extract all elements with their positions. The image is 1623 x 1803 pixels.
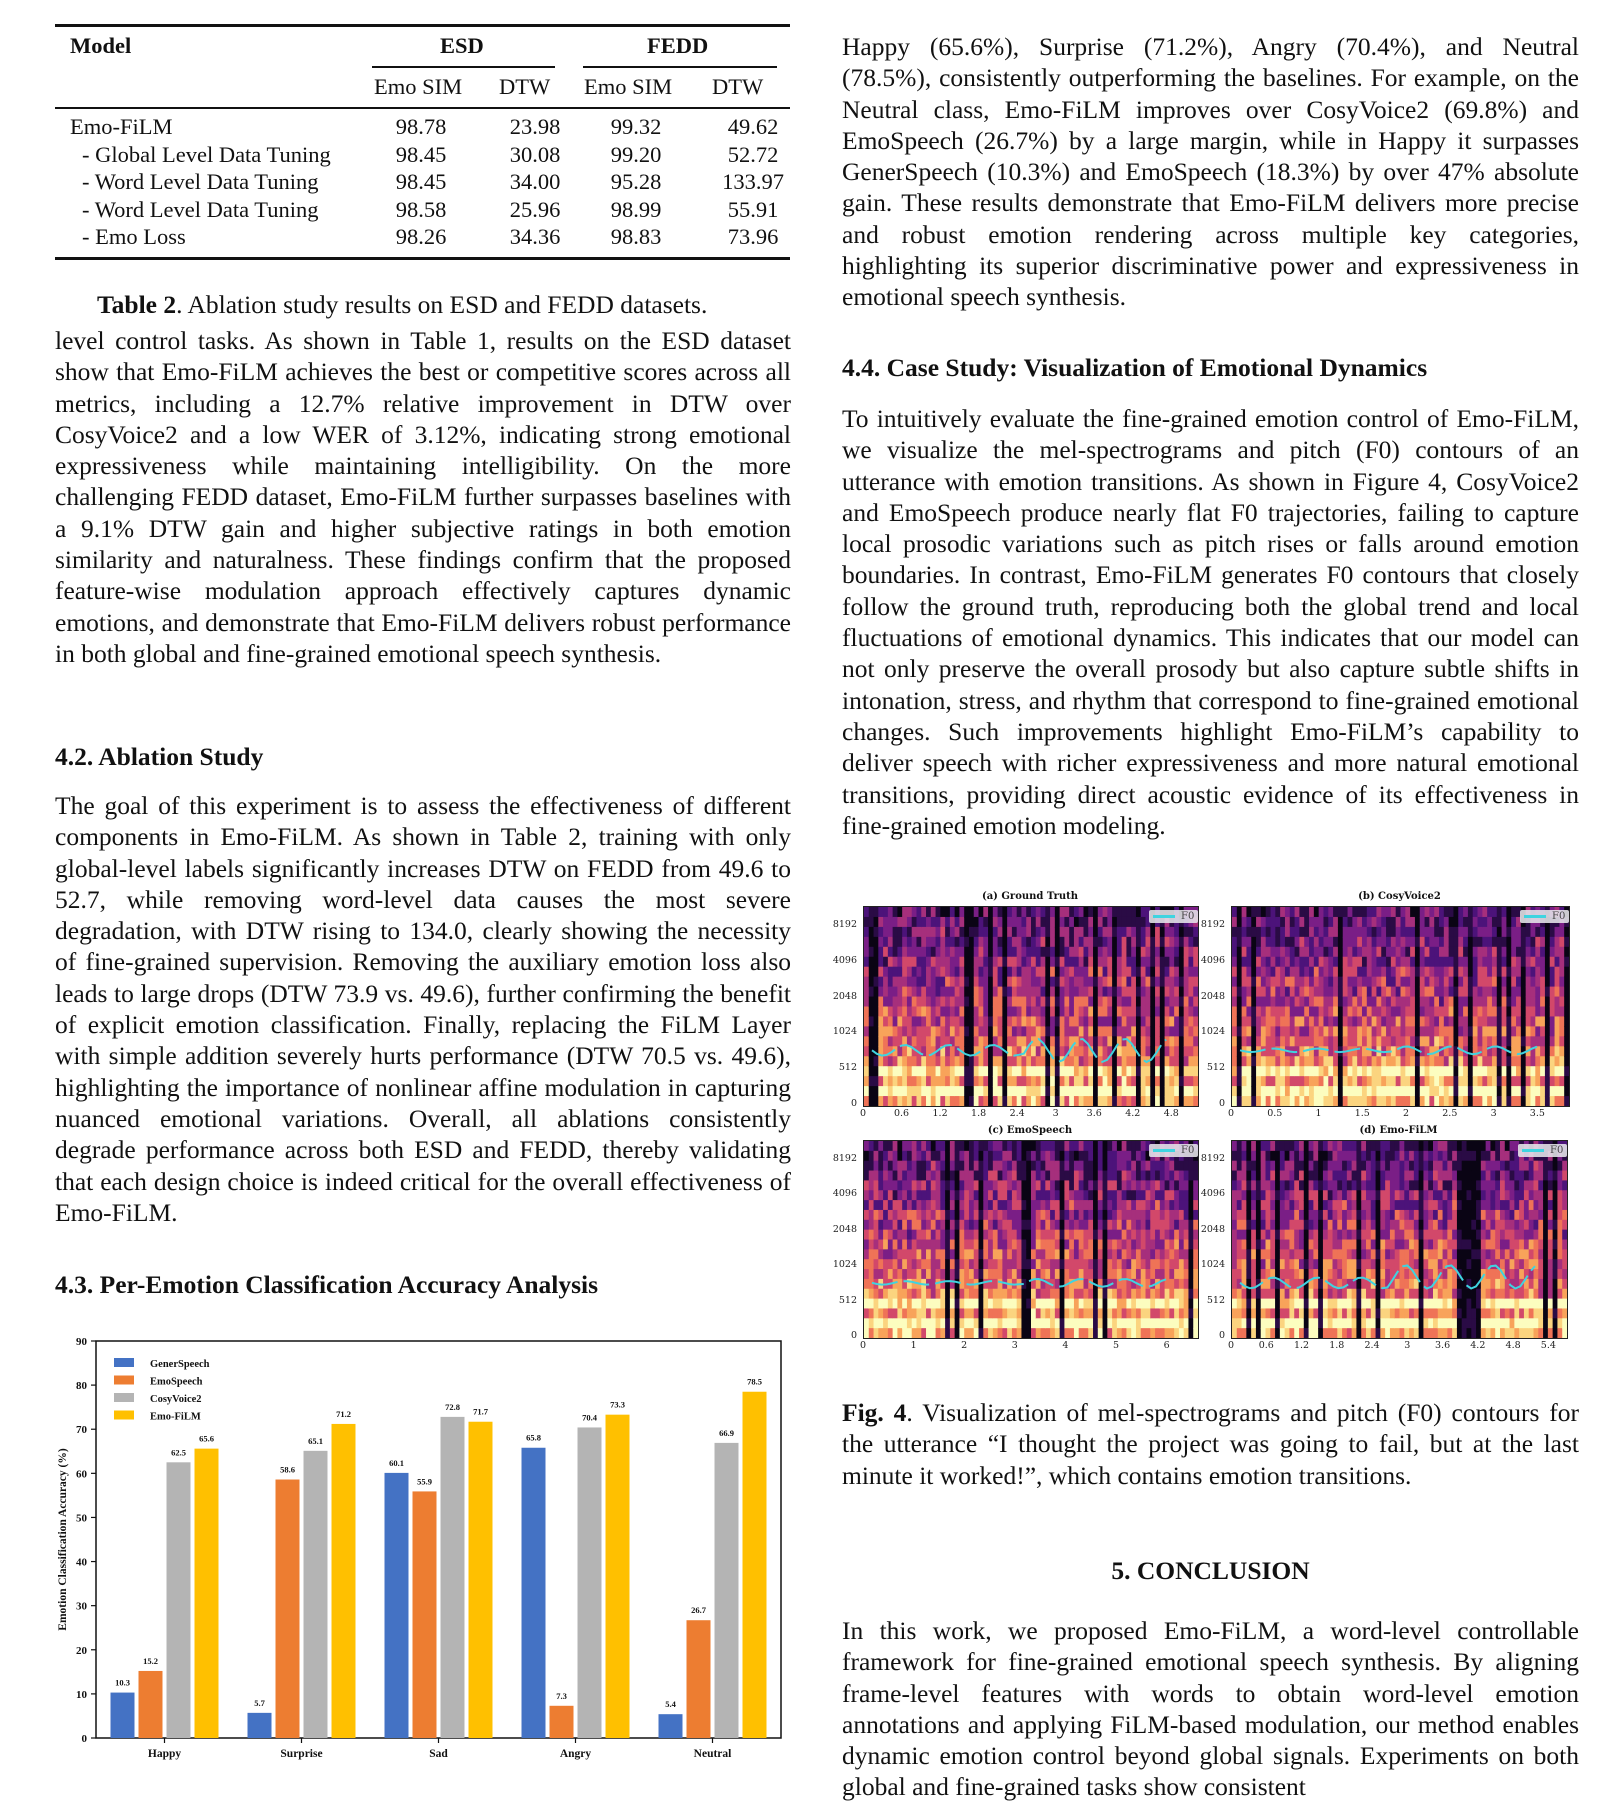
bar-emo-film-happy [195, 1449, 219, 1738]
table-cell: 98.58 [371, 197, 471, 223]
f0-legend [1518, 1144, 1567, 1157]
bar-value-label: 65.6 [199, 1434, 214, 1444]
spectrogram-x-tick: 2 [949, 1340, 979, 1351]
spectrogram-x-tick: 2 [1391, 1108, 1421, 1119]
case-study-paragraph: To intuitively evaluate the fine-grained emotion control of Emo-FiLM, we visualize the mel-spectrograms and pitch (F0) contours of an utterance with emotion transitions. As shown in Figure 4, CosyVoice2 and EmoSpeech produce nearly flat F0 trajectories, failing to capture local prosodic variations such as pitch rises or falls around emotion boundaries. In contrast, Emo-FiLM generates F0 contours that closely follow the ground truth, reproducing both the global trend and local fluctuations of emotional dynamics. This indicates that our model can not only preserve the overall prosody but also capture subtle shifts in intonation, stress, and rhythm that correspond to fine-grained emotional changes. Such improvements highlight Emo-FiLM’s capability to deliver speech with richer expressiveness and more natural emotional transitions, providing direct acoustic evidence of its effectiveness in fine-grained emotion modeling. [842, 403, 1579, 841]
spectrogram-y-tick: 512 [1195, 1295, 1225, 1306]
bar-emospeech-happy [139, 1671, 163, 1738]
spectrogram-title: (a) Ground Truth [863, 891, 1197, 902]
spectrogram-x-tick: 1 [899, 1340, 929, 1351]
ablation-paragraph: The goal of this experiment is to assess the effectiveness of different components in Emo-FiLM. As shown in Table 2, training with only global-level labels significantly increases DTW on FEDD from 49.6 to 52.7, while removing word-level data causes the most severe degradation, with DTW rising to 134.0, clearly showing the necessity of fine-grained supervision. Removing the auxiliary emotion loss also leads to large drops (DTW 73.9 vs. 49.6), further confirming the benefit of explicit emotion classification. Finally, replacing the FiLM Layer with simple addition severely hurts performance (DTW 70.5 vs. 49.6), highlighting the importance of nonlinear affine modulation in capturing nuanced emotional variations. Overall, all ablations consistently degrade performance across both ESD and FEDD, thereby validating that each design choice is indeed critical for the overall effectiveness of Emo-FiLM. [55, 790, 791, 1228]
spectrogram-x-tick: 0 [1216, 1108, 1246, 1119]
spectrogram-x-tick: 4.8 [1498, 1340, 1528, 1351]
table-cell: 98.45 [371, 169, 471, 195]
emotion-accuracy-bar-chart [0, 1300, 800, 1794]
figure-4-label: Fig. 4 [842, 1398, 906, 1427]
table-cell: 34.00 [485, 169, 585, 195]
section-heading-4-3: 4.3. Per-Emotion Classification Accuracy Analysis [55, 1270, 598, 1300]
bar-value-label: 72.8 [445, 1402, 460, 1412]
spectrogram-y-tick: 0 [827, 1330, 857, 1341]
table-cell: 98.83 [586, 224, 686, 250]
table-cell: 99.20 [586, 142, 686, 168]
f0-legend [1149, 910, 1198, 923]
f0-legend-swatch [1524, 915, 1546, 918]
spectrogram-panel [863, 906, 1199, 1107]
bar-cosyvoice2-angry [578, 1427, 602, 1738]
table-cell: 34.36 [485, 224, 585, 250]
table-row-model: - Emo Loss [82, 224, 186, 250]
bar-value-label: 73.3 [610, 1400, 625, 1410]
table-subheader: DTW [499, 74, 550, 100]
table-caption-text: . Ablation study results on ESD and FEDD datasets. [176, 290, 707, 319]
table-caption-label: Table 2 [97, 290, 176, 319]
bar-value-label: 62.5 [171, 1447, 186, 1457]
table-subheader: Emo SIM [374, 74, 462, 100]
bar-value-label: 78.5 [747, 1377, 762, 1387]
y-tick-label: 80 [76, 1380, 88, 1392]
bar-generspeech-surprise [248, 1713, 272, 1738]
spectrogram-x-tick: 3.6 [1428, 1340, 1458, 1351]
spectrogram-x-tick: 4.8 [1156, 1108, 1186, 1119]
spectrogram-x-tick: 3 [1000, 1340, 1030, 1351]
spectrogram-y-tick: 512 [827, 1295, 857, 1306]
table-header-esd: ESD [440, 33, 484, 59]
spectrogram-y-tick: 512 [827, 1062, 857, 1073]
table-cell: 49.62 [703, 114, 803, 140]
y-tick-label: 50 [76, 1512, 88, 1524]
f0-legend-swatch [1153, 1149, 1175, 1152]
bar-value-label: 5.7 [254, 1698, 265, 1708]
conclusion-paragraph: In this work, we proposed Emo-FiLM, a word-level controllable framework for fine-grained emotional speech synthesis. By aligning frame-level features with words to obtain word-level emotion annotations and applying FiLM-based modulation, our method enables dynamic emotion control beyond global signals. Experiments on both global and fine-grained tasks show consistent [842, 1615, 1579, 1803]
x-tick-label: Happy [148, 1748, 181, 1760]
f0-legend-label: F0 [1181, 911, 1194, 922]
spectrogram-x-tick: 0.6 [887, 1108, 917, 1119]
table-subheader: Emo SIM [584, 74, 672, 100]
bar-value-label: 55.9 [417, 1476, 432, 1486]
spectrogram-x-tick: 4.2 [1118, 1108, 1148, 1119]
spectrogram-y-tick: 4096 [827, 1188, 857, 1199]
table-cell: 95.28 [586, 169, 686, 195]
spectrogram-x-tick: 0 [1216, 1340, 1246, 1351]
spectrogram-x-tick: 3 [1479, 1108, 1509, 1119]
spectrogram-y-tick: 0 [1195, 1098, 1225, 1109]
bar-generspeech-neutral [659, 1714, 683, 1738]
y-axis-label: Emotion Classification Accuracy (%) [57, 1448, 69, 1631]
table-top-rule [55, 24, 790, 27]
bar-generspeech-angry [522, 1448, 546, 1738]
table-cell: 98.26 [371, 224, 471, 250]
spectrogram-panel [1231, 1140, 1568, 1339]
spectrogram-x-tick: 5.4 [1533, 1340, 1563, 1351]
section-heading-5: 5. CONCLUSION [842, 1556, 1579, 1586]
bar-value-label: 60.1 [389, 1458, 404, 1468]
section-heading-4-2: 4.2. Ablation Study [55, 742, 263, 772]
spectrogram-x-tick: 0 [848, 1108, 878, 1119]
bar-value-label: 71.7 [473, 1407, 489, 1417]
per-emotion-paragraph: Happy (65.6%), Surprise (71.2%), Angry (70.4%), and Neutral (78.5%), consistently outperforming the baselines. For example, on the Neutral class, Emo-FiLM improves over CosyVoice2 (69.8%) and EmoSpeech (26.7%) by a large margin, while in Happy it surpasses GenerSpeech (10.3%) and EmoSpeech (18.3%) by over 47% absolute gain. These results demonstrate that Emo-FiLM delivers more precise and robust emotion rendering across multiple key categories, highlighting its superior discriminative power and expressiveness in emotional speech synthesis. [842, 31, 1579, 313]
spectrogram-x-tick: 0.5 [1260, 1108, 1290, 1119]
spectrogram-x-tick: 3.6 [1079, 1108, 1109, 1119]
x-tick-label: Angry [560, 1748, 592, 1760]
spectrogram-y-tick: 0 [827, 1098, 857, 1109]
y-tick-label: 30 [76, 1601, 88, 1613]
table-mid-rule [55, 107, 790, 109]
spectrogram-x-tick: 0.6 [1251, 1340, 1281, 1351]
spectrogram-panel [863, 1140, 1199, 1339]
bar-value-label: 15.2 [143, 1656, 158, 1666]
y-tick-label: 0 [82, 1733, 88, 1745]
spectrogram-x-tick: 2.4 [1002, 1108, 1032, 1119]
bar-value-label: 65.1 [308, 1436, 323, 1446]
fedd-underline [583, 66, 777, 68]
section-heading-4-4: 4.4. Case Study: Visualization of Emotional Dynamics [842, 353, 1427, 383]
bar-emo-film-neutral [743, 1392, 767, 1738]
table-header-model: Model [70, 33, 131, 59]
f0-legend-swatch [1153, 915, 1175, 918]
spectrogram-y-tick: 2048 [1195, 991, 1225, 1002]
spectrogram-y-tick: 2048 [1195, 1224, 1225, 1235]
table-cell: 99.32 [586, 114, 686, 140]
table-cell: 30.08 [485, 142, 585, 168]
spectrogram-y-tick: 8192 [827, 1153, 857, 1164]
table-cell: 55.91 [703, 197, 803, 223]
spectrogram-y-tick: 2048 [827, 1224, 857, 1235]
spectrogram-y-tick: 1024 [827, 1026, 857, 1037]
x-tick-label: Neutral [694, 1748, 732, 1760]
spectrogram-x-tick: 1.2 [1287, 1340, 1317, 1351]
table-cell: 133.97 [703, 169, 803, 195]
bar-value-label: 71.2 [336, 1409, 351, 1419]
spectrogram-y-tick: 1024 [1195, 1259, 1225, 1270]
spectrogram-y-tick: 1024 [827, 1259, 857, 1270]
bar-value-label: 5.4 [665, 1699, 676, 1709]
spectrogram-y-tick: 4096 [1195, 1188, 1225, 1199]
spectrogram-y-tick: 0 [1195, 1330, 1225, 1341]
table-row-model: - Global Level Data Tuning [82, 142, 331, 168]
table-row-model: - Word Level Data Tuning [82, 169, 319, 195]
bar-value-label: 66.9 [719, 1428, 734, 1438]
table-subheader: DTW [712, 74, 763, 100]
spectrogram-y-tick: 8192 [827, 919, 857, 930]
table-row-model: - Word Level Data Tuning [82, 197, 319, 223]
bar-value-label: 7.3 [556, 1691, 567, 1701]
table-cell: 73.96 [703, 224, 803, 250]
x-tick-label: Sad [429, 1748, 448, 1760]
bar-emo-film-angry [606, 1415, 630, 1738]
y-tick-label: 40 [76, 1557, 88, 1569]
spectrogram-y-tick: 512 [1195, 1062, 1225, 1073]
legend-label: EmoSpeech [150, 1377, 203, 1388]
spectrogram-x-tick: 5 [1101, 1340, 1131, 1351]
spectrogram-y-tick: 4096 [1195, 955, 1225, 966]
table-cell: 52.72 [703, 142, 803, 168]
bar-emospeech-angry [550, 1706, 574, 1738]
table-bottom-rule [55, 257, 790, 260]
spectrogram-x-tick: 1 [1304, 1108, 1334, 1119]
spectrogram-x-tick: 0 [848, 1340, 878, 1351]
spectrogram-title: (b) CosyVoice2 [1231, 891, 1568, 902]
f0-legend-label: F0 [1181, 1145, 1194, 1156]
spectrogram-y-tick: 1024 [1195, 1026, 1225, 1037]
legend-label: GenerSpeech [150, 1359, 210, 1370]
spectrogram-x-tick: 3 [1392, 1340, 1422, 1351]
spectrogram-y-tick: 8192 [1195, 919, 1225, 930]
bar-generspeech-happy [111, 1693, 135, 1738]
table-caption [97, 290, 707, 320]
spectrogram-y-tick: 4096 [827, 955, 857, 966]
bar-emospeech-surprise [276, 1480, 300, 1738]
y-tick-label: 60 [76, 1468, 88, 1480]
f0-legend-label: F0 [1550, 1145, 1563, 1156]
bar-value-label: 65.8 [526, 1433, 541, 1443]
bar-cosyvoice2-sad [441, 1417, 465, 1738]
legend-label: Emo-FiLM [150, 1412, 201, 1423]
table-cell: 25.96 [485, 197, 585, 223]
f0-legend [1149, 1144, 1198, 1157]
f0-legend [1520, 910, 1569, 923]
figure-4-caption-text: . Visualization of mel-spectrograms and pitch (F0) contours for the utterance “I thought the project was going to fail, but at the last minute it worked!”, which contains emotion transitions. [842, 1398, 1579, 1490]
spectrogram-x-tick: 3.5 [1522, 1108, 1552, 1119]
spectrogram-x-tick: 6 [1152, 1340, 1182, 1351]
table-cell: 98.78 [371, 114, 471, 140]
bar-emospeech-neutral [687, 1620, 711, 1738]
spectrogram-x-tick: 4.2 [1463, 1340, 1493, 1351]
legend-label: CosyVoice2 [150, 1394, 202, 1405]
bar-value-label: 10.3 [115, 1678, 130, 1688]
spectrogram-panel [1231, 906, 1570, 1107]
bar-generspeech-sad [385, 1473, 409, 1738]
legend-swatch [114, 1376, 134, 1385]
y-tick-label: 20 [76, 1645, 88, 1657]
y-tick-label: 10 [76, 1689, 88, 1701]
y-tick-label: 90 [76, 1336, 88, 1348]
table-row-model: Emo-FiLM [70, 114, 173, 140]
figure-4-caption [842, 1397, 1579, 1491]
bar-value-label: 58.6 [280, 1465, 295, 1475]
bar-value-label: 70.4 [582, 1412, 598, 1422]
f0-legend-label: F0 [1552, 911, 1565, 922]
bar-emospeech-sad [413, 1491, 437, 1738]
bar-cosyvoice2-surprise [304, 1451, 328, 1738]
esd-underline [372, 66, 555, 68]
bar-cosyvoice2-neutral [715, 1443, 739, 1738]
table-cell: 98.99 [586, 197, 686, 223]
y-tick-label: 70 [76, 1424, 88, 1436]
spectrogram-x-tick: 1.8 [1322, 1340, 1352, 1351]
table-cell: 98.45 [371, 142, 471, 168]
spectrogram-title: (c) EmoSpeech [863, 1125, 1197, 1136]
bar-cosyvoice2-happy [167, 1462, 191, 1738]
bar-value-label: 26.7 [691, 1605, 707, 1615]
spectrogram-x-tick: 2.5 [1435, 1108, 1465, 1119]
spectrogram-x-tick: 1.8 [964, 1108, 994, 1119]
spectrogram-y-tick: 2048 [827, 991, 857, 1002]
spectrogram-x-tick: 3 [1041, 1108, 1071, 1119]
table-header-fedd: FEDD [647, 33, 708, 59]
table-cell: 23.98 [485, 114, 585, 140]
bar-emo-film-surprise [332, 1424, 356, 1738]
legend-swatch [114, 1393, 134, 1402]
spectrogram-x-tick: 1.5 [1347, 1108, 1377, 1119]
bar-emo-film-sad [469, 1422, 493, 1738]
legend-swatch [114, 1411, 134, 1420]
spectrogram-x-tick: 2.4 [1357, 1340, 1387, 1351]
x-tick-label: Surprise [280, 1748, 322, 1760]
spectrogram-x-tick: 4 [1050, 1340, 1080, 1351]
spectrogram-y-tick: 8192 [1195, 1153, 1225, 1164]
f0-legend-swatch [1522, 1149, 1544, 1152]
spectrogram-x-tick: 1.2 [925, 1108, 955, 1119]
results-paragraph: level control tasks. As shown in Table 1, results on the ESD dataset show that Emo-FiLM achieves the best or competitive scores across all metrics, including a 12.7% relative improvement in DTW over CosyVoice2 and a low WER of 3.12%, indicating strong emotional expressiveness while maintaining intelligibility. On the more challenging FEDD dataset, Emo-FiLM further surpasses baselines with a 9.1% DTW gain and higher subjective ratings in both emotion similarity and naturalness. These findings confirm that the proposed feature-wise modulation approach effectively captures dynamic emotions, and demonstrate that Emo-FiLM delivers robust performance in both global and fine-grained emotional speech synthesis. [55, 325, 791, 669]
legend-swatch [114, 1358, 134, 1367]
spectrogram-title: (d) Emo-FiLM [1231, 1125, 1566, 1136]
